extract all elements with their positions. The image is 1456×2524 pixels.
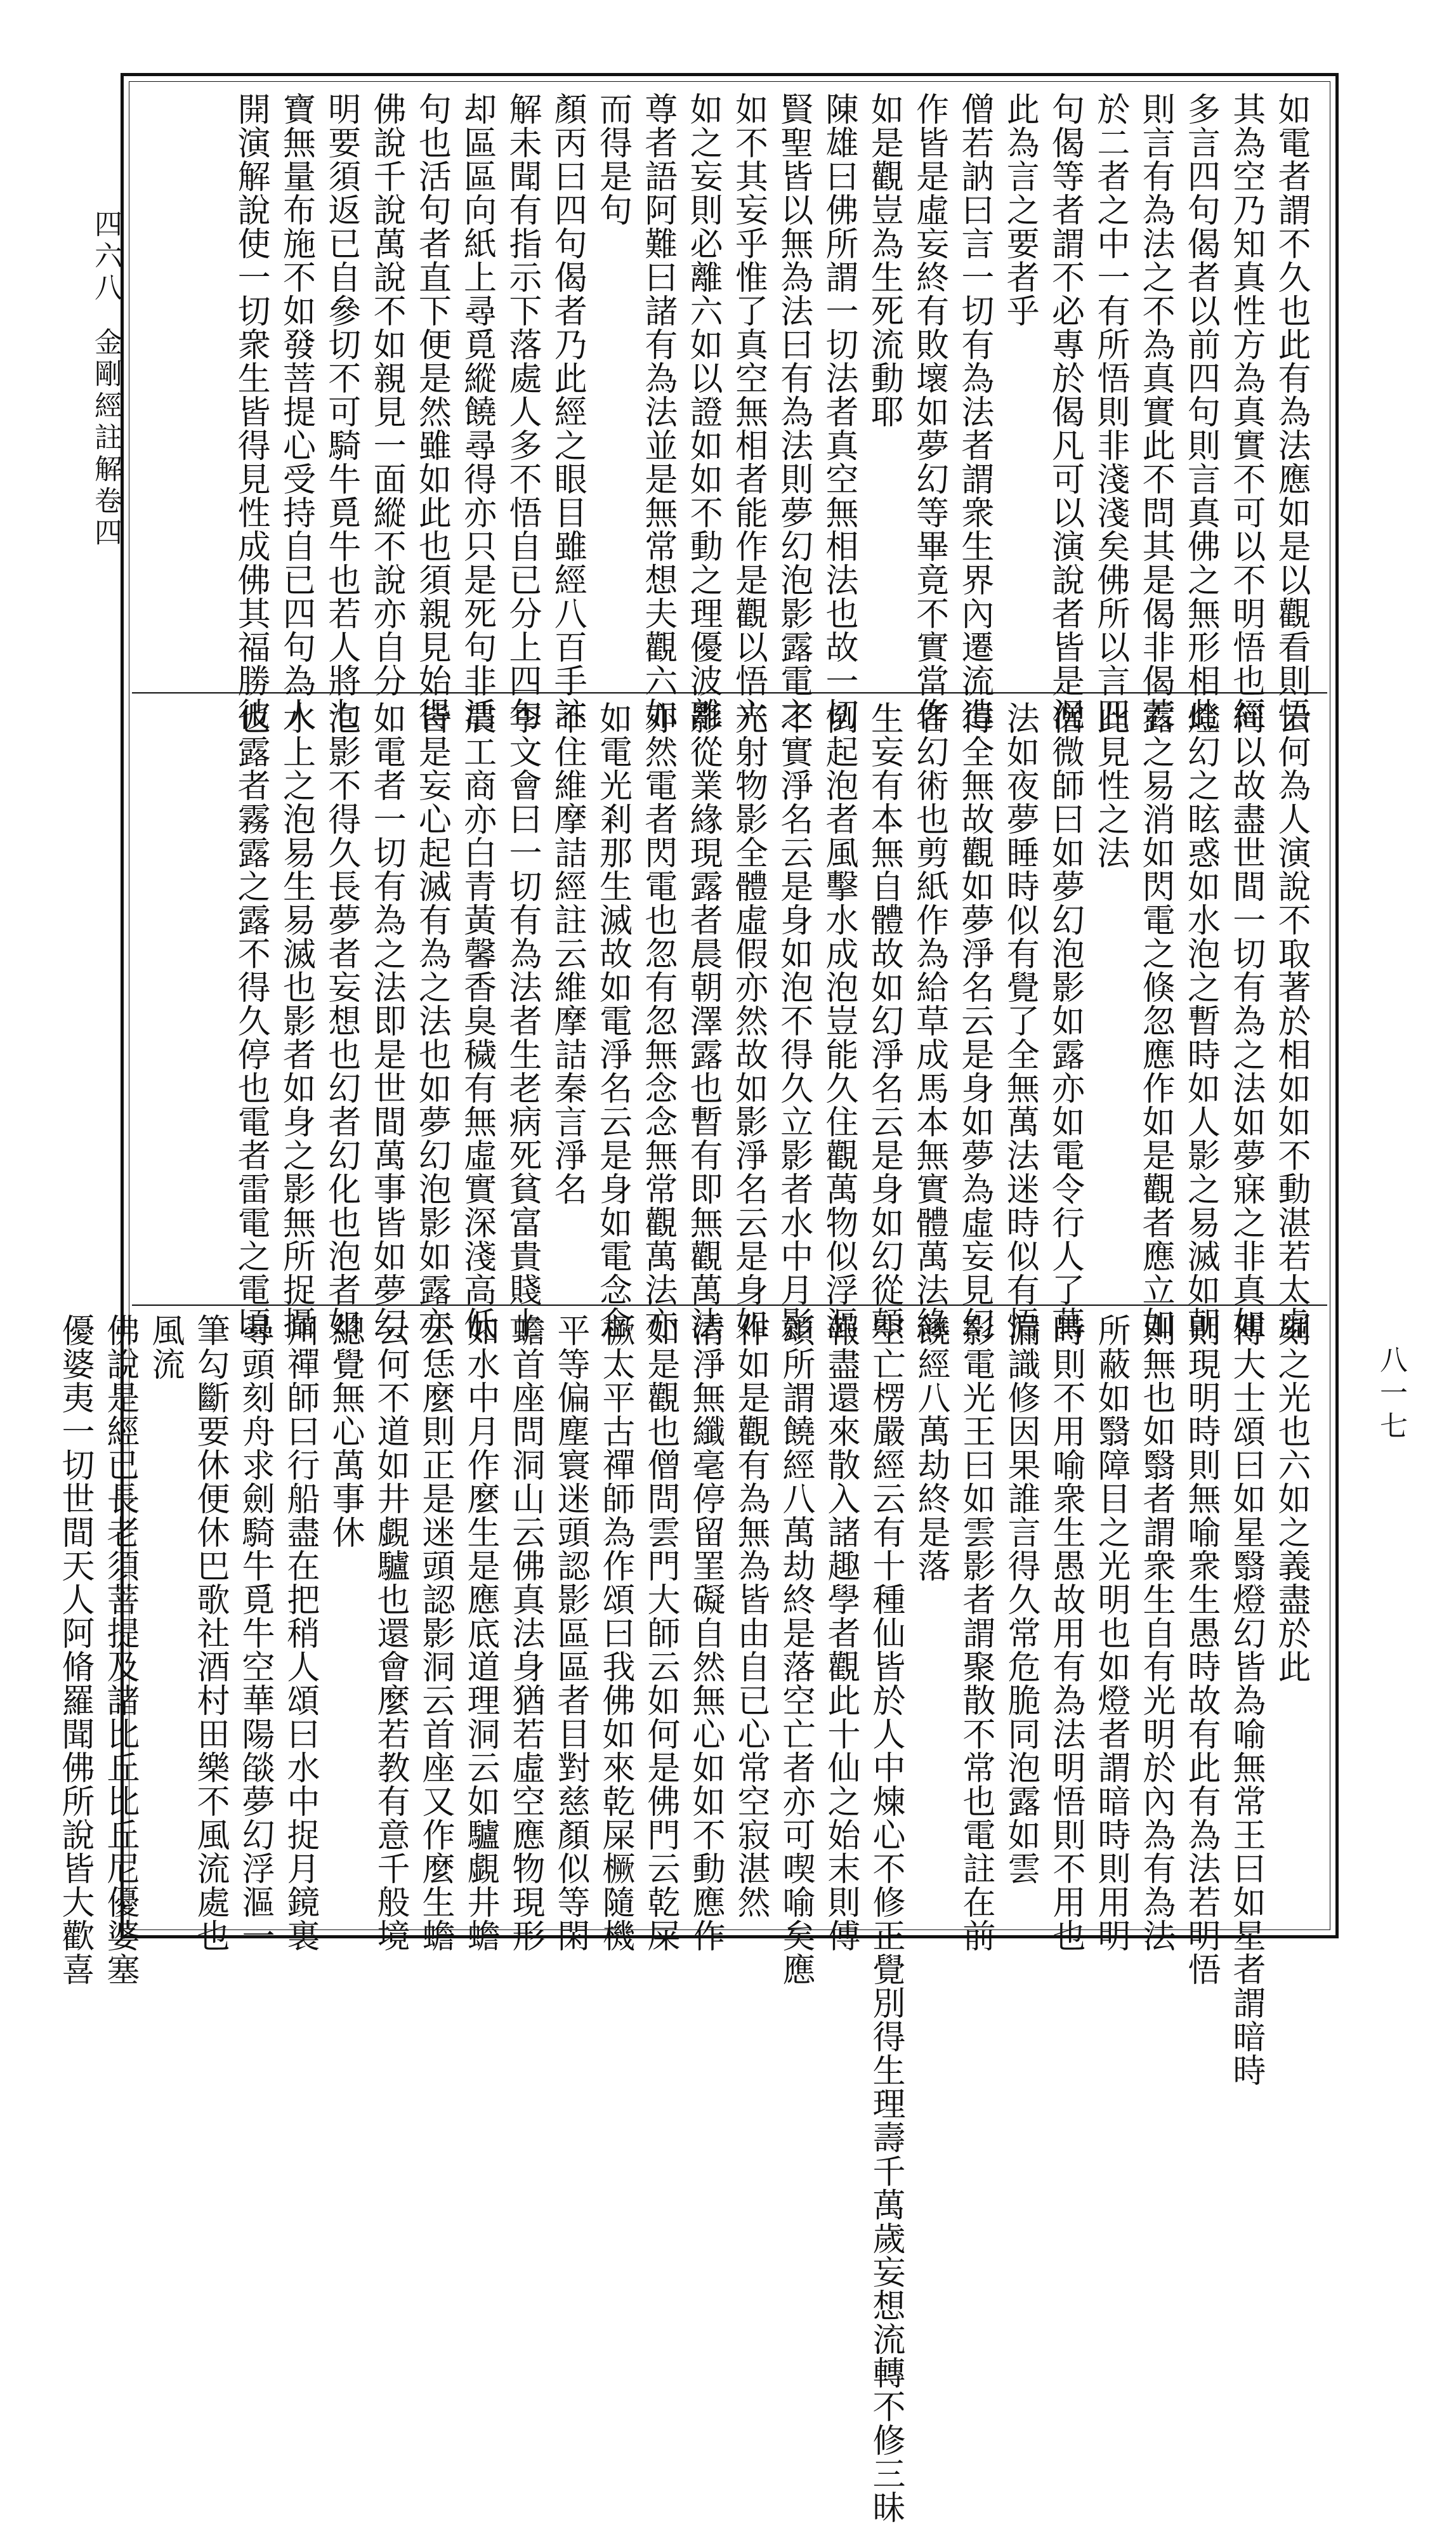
text-column: 川禪師曰行船盡在把稍人頌曰水中捉月鏡裏 bbox=[281, 1313, 319, 1952]
register-top bbox=[132, 84, 1327, 731]
text-column: 也露者霧露之露不得久停也電者雷電之電頃 bbox=[232, 701, 270, 1340]
text-column: 句也活句者直下便是然雖如此也須親見始得 bbox=[412, 92, 451, 731]
text-column: 李文會曰一切有為法者生老病死貧富貴賤士 bbox=[502, 701, 541, 1340]
text-column: 却區區向紙上尋覓縱饒尋得亦只是死句非活 bbox=[457, 92, 496, 731]
text-column: 皆是妄心起滅有為之法也如夢幻泡影如露亦 bbox=[412, 701, 451, 1340]
register-bottom bbox=[56, 1306, 1327, 2524]
text-column: 生妄有本無自體故如幻淨名云是身如幻從顛 bbox=[865, 701, 903, 1340]
text-column: 傅大士頌曰如星翳燈幻皆為喻無常王曰如星者謂暗時 bbox=[1227, 1313, 1265, 2087]
text-column: 明要須返已自參切不可騎牛覓牛也若人將七 bbox=[322, 92, 360, 731]
text-column: 作皆是虛妄終有敗壞如夢幻等畢竟不實當作 bbox=[910, 92, 948, 731]
text-column: 如電者謂不久也此有為法應如是以觀看則悟 bbox=[1272, 92, 1310, 731]
text-column: 僧若訥曰言一切有為法者謂衆生界內遷流造 bbox=[955, 92, 994, 731]
text-column: 得全無故觀如夢淨名云是身如夢為虛妄見幻 bbox=[955, 701, 994, 1340]
text-column: 僧微師曰如夢幻泡影如露亦如電令行人了萬 bbox=[1046, 701, 1084, 1340]
text-column: 刻之光也六如之義盡於此 bbox=[1272, 1313, 1310, 1683]
text-column: 漏識修因果誰言得久常危脆同泡露如雲 bbox=[1002, 1313, 1040, 1885]
text-column: 優婆夷一切世間天人阿脩羅聞佛所說皆大歡喜 bbox=[56, 1313, 94, 1986]
text-column: 饒經八萬劫終是落 bbox=[912, 1313, 950, 1582]
text-column: 影從業緣現露者晨朝澤露也暫有即無觀萬法 bbox=[684, 701, 723, 1340]
text-column: 清淨無纖毫停留罣礙自然無心如如不動應作 bbox=[686, 1313, 725, 1952]
text-column: 影電光王曰如雲影者謂聚散不常也電註在前 bbox=[957, 1313, 995, 1952]
text-column: 陳雄曰佛所謂一切法者真空無相法也故一切 bbox=[820, 92, 858, 731]
text-column: 水上之泡易生易滅也影者如身之影無所捉攝 bbox=[277, 701, 315, 1340]
text-columns bbox=[56, 1306, 1327, 2524]
text-column: 時則不用喻衆生愚故用有為法明悟則不用也 bbox=[1047, 1313, 1085, 1952]
text-column: 光射物影全體虛假亦然故如影淨名云是身如 bbox=[729, 701, 768, 1340]
text-column: 解未聞有指示下落處人多不悟自已分上四句 bbox=[502, 92, 541, 731]
text-column: 倒起泡者風擊水成泡豈能久住觀萬物似浮漚 bbox=[820, 701, 858, 1340]
text-column: 尋頭刻舟求劍騎牛覓牛空華陽燄夢幻浮漚一 bbox=[236, 1313, 274, 1952]
text-column: 寶無量布施不如發菩提心受持自已四句為人 bbox=[277, 92, 315, 731]
book-title: 金剛經註解卷四 bbox=[89, 327, 122, 549]
text-column: 則言有為法之不為真實此不問其是偈非偈若 bbox=[1136, 92, 1175, 731]
text-column: 法如夜夢睡時似有覺了全無萬法迷時似有悟 bbox=[1000, 701, 1039, 1340]
text-column: 佛說千說萬說不如親見一面縱不說亦自分 bbox=[367, 92, 406, 697]
text-column: 此為言之要者乎 bbox=[1000, 92, 1039, 327]
text-column: 報盡還來散入諸趣學者觀此十仙之始末則傅 bbox=[822, 1313, 860, 1952]
text-column: 露之易消如閃電之倏忽應作如是觀者應立如 bbox=[1136, 701, 1175, 1340]
text-column: 則無也如翳者謂衆生自有光明於內為有為法 bbox=[1137, 1313, 1175, 1952]
text-column: 頌所謂饒經八萬劫終是落空亡者亦可喫喻矣應 bbox=[777, 1313, 815, 1986]
text-column: 云恁麼則正是迷頭認影洞云首座又作麼生蟾 bbox=[416, 1313, 454, 1952]
text-column: 筆勾斷要休便休巴歌社酒村田樂不風流處也 bbox=[191, 1313, 229, 1952]
text-column: 此見性之法 bbox=[1091, 701, 1129, 869]
text-column: 云何為人演說不取著於相如如不動湛若太虛 bbox=[1272, 701, 1310, 1340]
text-column: 佛說是經已長老須菩提及諸比丘比丘尼優婆塞 bbox=[101, 1313, 139, 1986]
text-column: 如不其妄乎惟了真空無相者能作是觀以悟六 bbox=[729, 92, 768, 731]
text-column: 其為空乃知真性方為真實不可以不明悟也經 bbox=[1226, 92, 1265, 731]
text-column: 者幻術也剪紙作為給草成馬本無實體萬法緣 bbox=[910, 701, 948, 1340]
text-column: 多言四句偈者以前四句則言真佛之無形相此 bbox=[1181, 92, 1220, 731]
text-column: 如電者一切有為之法即是世間萬事皆如夢幻 bbox=[367, 701, 406, 1340]
text-column: 何以故盡世間一切有為之法如夢寐之非真如 bbox=[1226, 701, 1265, 1340]
register-middle bbox=[132, 693, 1327, 1340]
text-column: 作如是觀有為無為皆由自已心常空寂湛然 bbox=[731, 1313, 770, 1919]
text-column: 空亡楞嚴經云有十種仙皆於人中煉心不修正覺別得生理壽千萬歲妄想流轉不修三昧 bbox=[867, 1313, 905, 2524]
text-column: 農工商亦白青黃馨香臭穢有無虛實深淺高低 bbox=[457, 701, 496, 1340]
text-column: 如電光剎那生滅故如電淨名云是身如電念念 bbox=[593, 701, 632, 1340]
text-column: 顏丙曰四句偈者乃此經之眼目雖經八百手註 bbox=[548, 92, 587, 731]
text-column: 橛太平古禪師為作頌曰我佛如來乾屎橛隨機 bbox=[596, 1313, 634, 1952]
text-column: 不住維摩詰經註云維摩詰秦言淨名 bbox=[548, 701, 587, 1206]
text-column: 賢聖皆以無為法曰有為法則夢幻泡影露電之 bbox=[774, 92, 813, 731]
text-column: 平等偏塵寰迷頭認影區區者目對慈顏似等閑 bbox=[551, 1313, 589, 1952]
text-column: 而得是句 bbox=[593, 92, 632, 227]
text-column: 如水中月作麼生是應底道理洞云如驢覷井蟾 bbox=[461, 1313, 499, 1952]
text-column: 開演解說使一切衆生皆得見性成佛其福勝彼 bbox=[232, 92, 270, 731]
text-column: 總覺無心萬事休 bbox=[326, 1313, 364, 1549]
left-margin bbox=[75, 209, 126, 780]
text-column: 於二者之中一有所悟則非淺淺矣佛所以言四 bbox=[1091, 92, 1129, 731]
right-margin bbox=[1367, 1345, 1411, 1510]
text-column: 亦然電者閃電也忽有忽無念念無常觀萬法亦 bbox=[638, 701, 677, 1340]
text-column: 所蔽如翳障目之光明也如燈者謂暗時則用明 bbox=[1092, 1313, 1130, 1952]
text-column: 如是觀豈為生死流動耶 bbox=[865, 92, 903, 428]
text-column: 風流 bbox=[146, 1313, 184, 1381]
text-column: 尊者語阿難曰諸有為法並是無常想夫觀六如 bbox=[638, 92, 677, 731]
text-column: 云何不道如井覷驢也還會麼若教有意千般境 bbox=[371, 1313, 409, 1952]
text-column: 燈幻之眩惑如水泡之暫時如人影之易滅如朝 bbox=[1181, 701, 1220, 1340]
text-column: 不實淨名云是身如泡不得久立影者水中月影 bbox=[774, 701, 813, 1340]
text-columns bbox=[132, 84, 1327, 731]
text-columns bbox=[132, 693, 1327, 1340]
text-column: 如是觀也僧問雲門大師云如何是佛門云乾屎 bbox=[641, 1313, 679, 1952]
text-column: 蟾首座問洞山云佛真法身猶若虛空應物現形 bbox=[506, 1313, 544, 1952]
text-column: 如之妄則必離六如以證如如不動之理優波離 bbox=[684, 92, 723, 731]
text-column: 則現明時則無喻衆生愚時故有此有為法若明悟 bbox=[1182, 1313, 1220, 1986]
page-number: 四六八 bbox=[89, 209, 122, 305]
text-column: 泡影不得久長夢者妄想也幻者幻化也泡者如 bbox=[322, 701, 360, 1340]
folio-number: 八一七 bbox=[1375, 1345, 1407, 1444]
text-column: 句偈等者謂不必專於偈凡可以演說者皆是況 bbox=[1046, 92, 1084, 731]
